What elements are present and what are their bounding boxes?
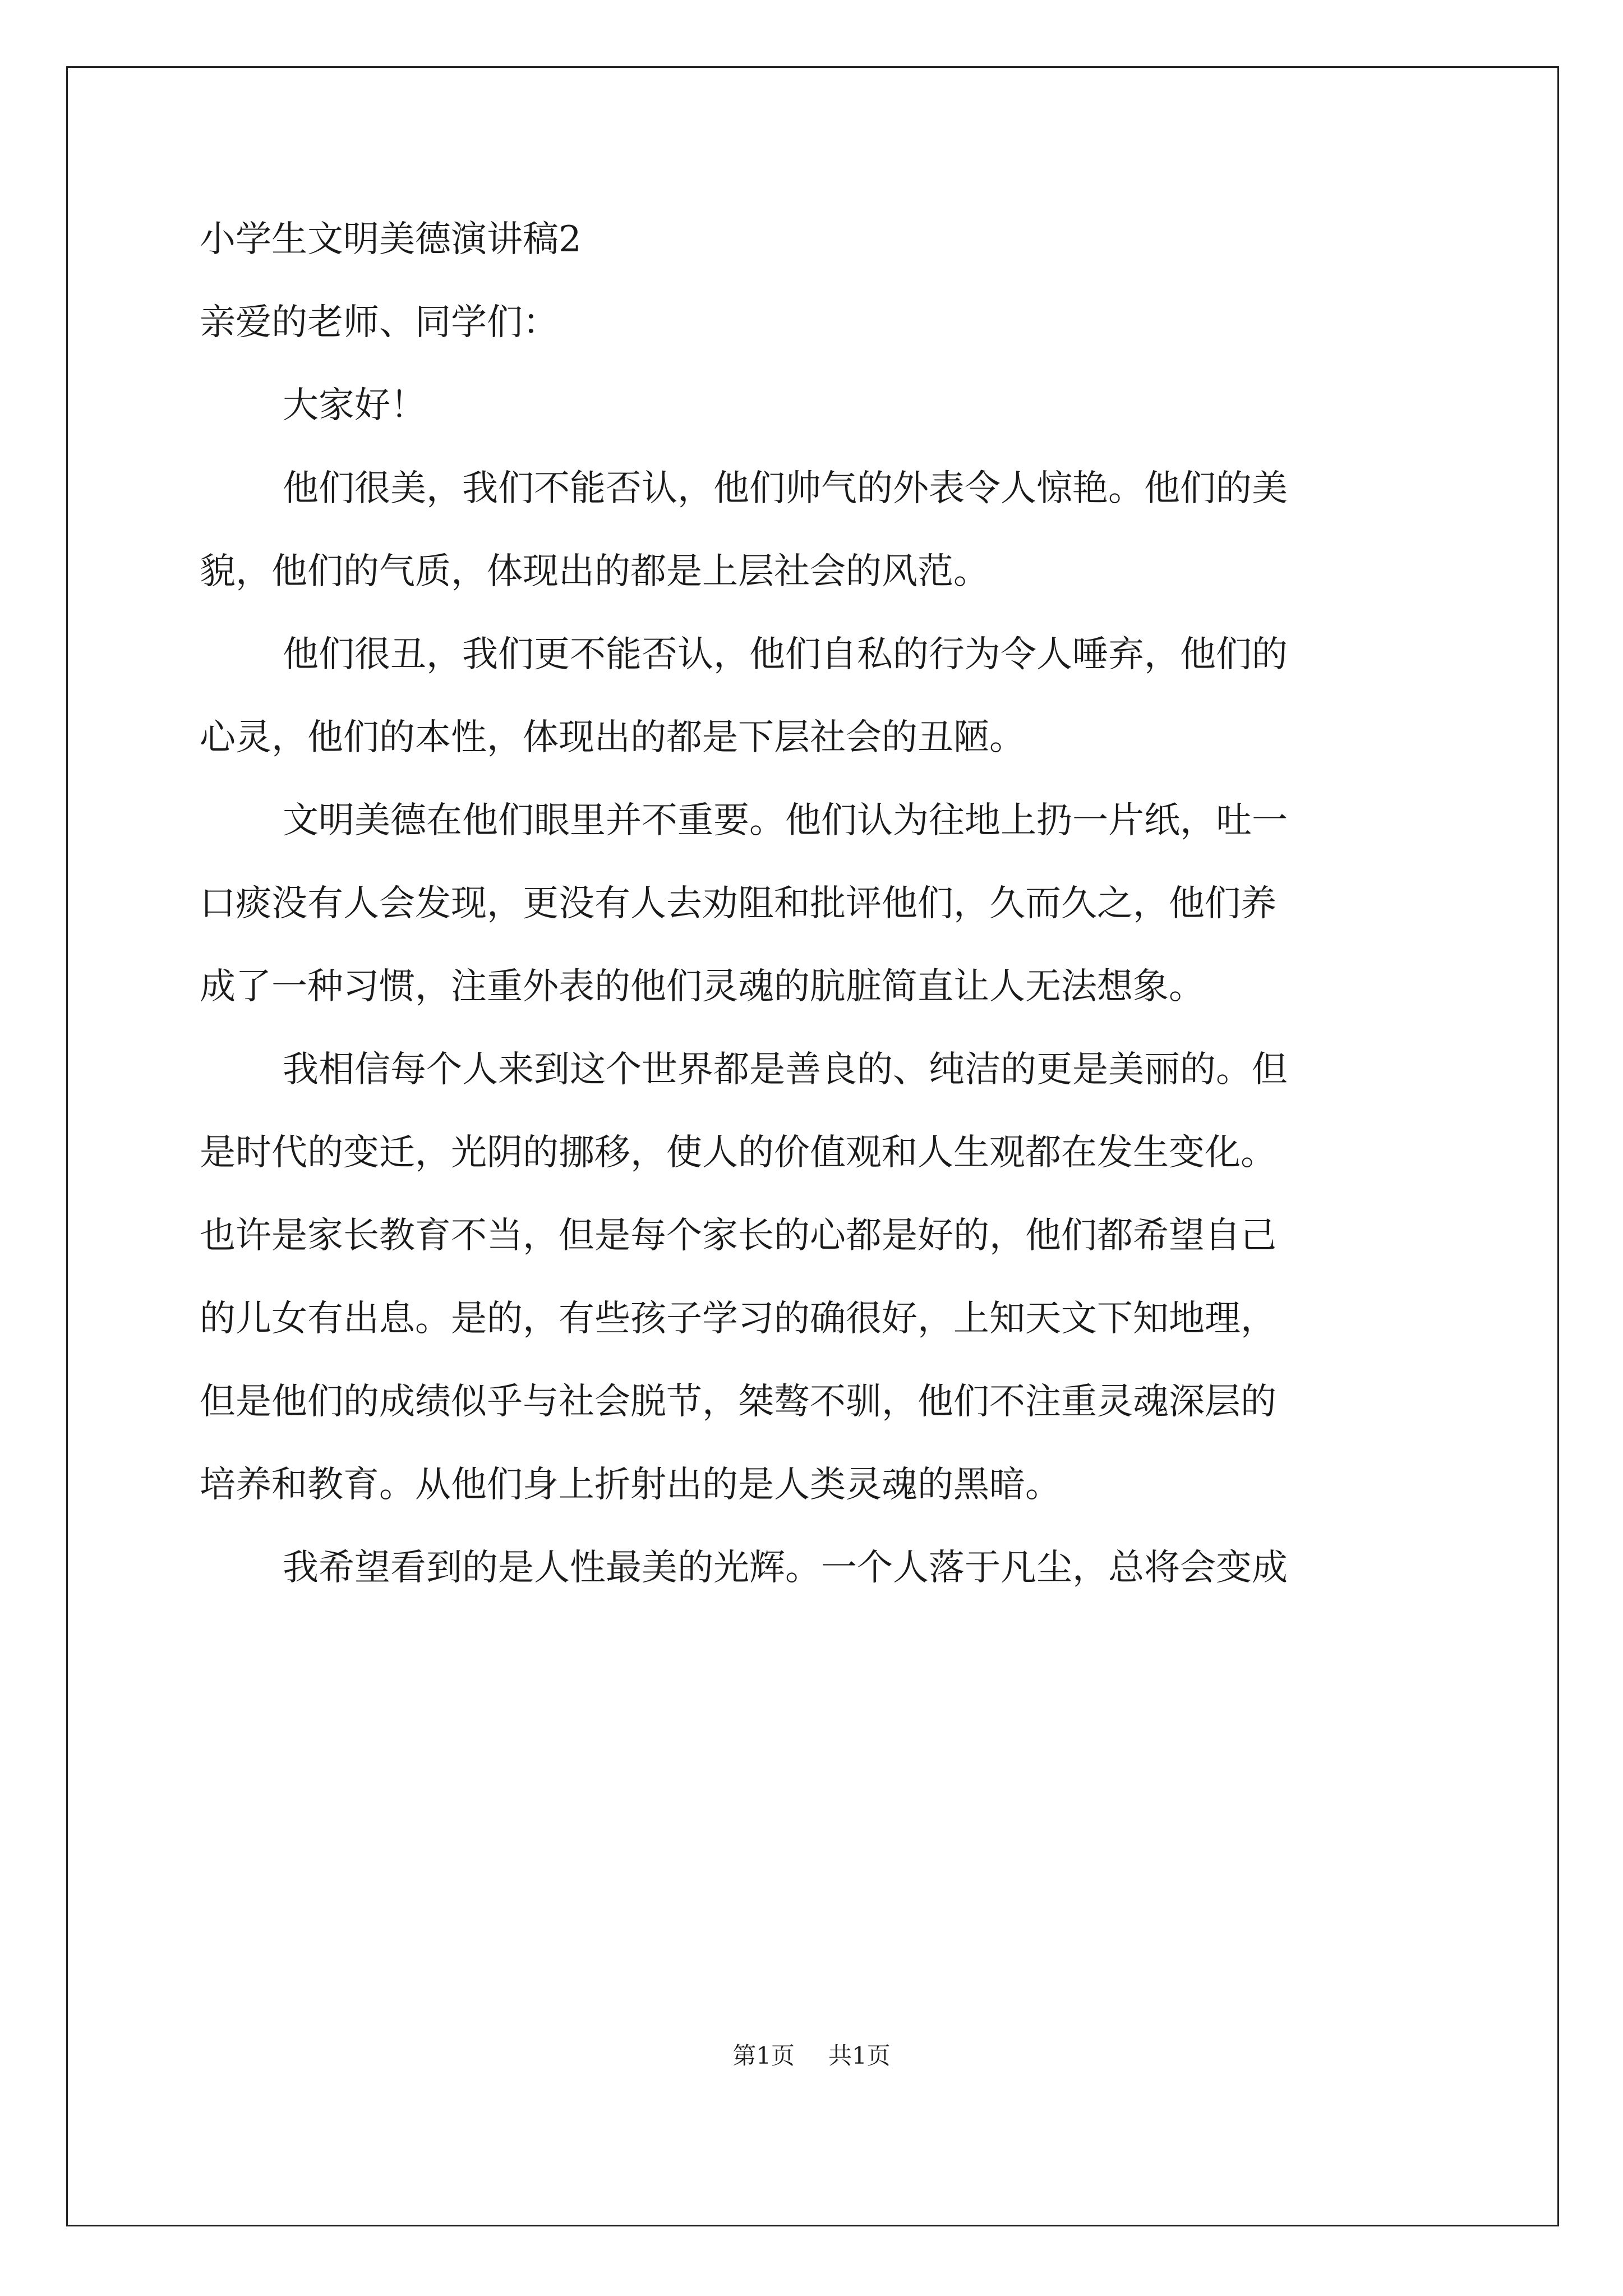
greeting: 大家好！ — [283, 385, 426, 426]
paragraph-line: 也许是家长教育不当，但是每个家长的心都是好的，他们都希望自己 — [200, 1215, 1276, 1257]
page-total: 共1页 — [828, 2042, 891, 2069]
paragraph-line: 口痰没有人会发现，更没有人去劝阻和批评他们，久而久之，他们养 — [200, 883, 1276, 924]
paragraph-line: 貌，他们的气质，体现出的都是上层社会的风范。 — [200, 551, 989, 592]
page-number: 第1页 — [732, 2042, 795, 2069]
paragraph-line: 成了一种习惯，注重外表的他们灵魂的肮脏简直让人无法想象。 — [200, 966, 1205, 1007]
paragraph-line: 心灵，他们的本性，体现出的都是下层社会的丑陋。 — [200, 717, 1025, 758]
paragraph-line: 我希望看到的是人性最美的光辉。一个人落于凡尘，总将会变成 — [283, 1547, 1288, 1589]
paragraph-line: 他们很丑，我们更不能否认，他们自私的行为令人唾弃，他们的 — [283, 634, 1288, 675]
page-footer — [0, 2039, 1623, 2073]
paragraph-line: 我相信每个人来到这个世界都是善良的、纯洁的更是美丽的。但 — [283, 1049, 1288, 1091]
document-title: 小学生文明美德演讲稿2 — [200, 219, 582, 260]
paragraph-line: 培养和教育。从他们身上折射出的是人类灵魂的黑暗。 — [200, 1464, 1061, 1506]
paragraph-line: 文明美德在他们眼里并不重要。他们认为往地上扔一片纸，吐一 — [283, 800, 1288, 841]
paragraph-line: 但是他们的成绩似乎与社会脱节，桀骜不驯，他们不注重灵魂深层的 — [200, 1381, 1276, 1423]
paragraph-line: 是时代的变迁，光阴的挪移，使人的价值观和人生观都在发生变化。 — [200, 1132, 1276, 1174]
salutation: 亲爱的老师、同学们： — [200, 302, 559, 343]
paragraph-line: 的儿女有出息。是的，有些孩子学习的确很好，上知天文下知地理， — [200, 1298, 1276, 1340]
paragraph-line: 他们很美，我们不能否认，他们帅气的外表令人惊艳。他们的美 — [283, 468, 1288, 509]
